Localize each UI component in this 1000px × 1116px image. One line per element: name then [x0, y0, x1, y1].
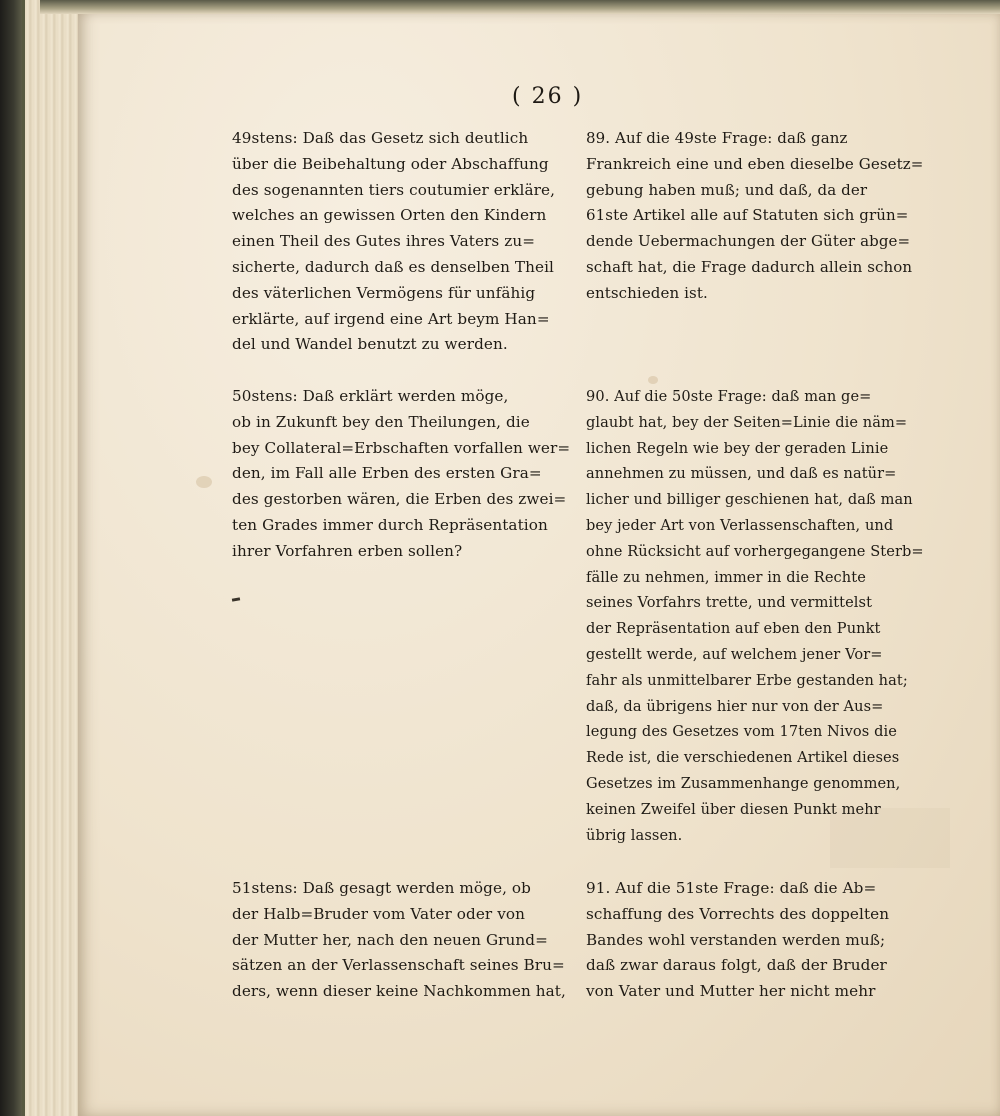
- text-line: glaubt hat, bey der Seiten=Linie die näm=: [586, 412, 908, 431]
- text-line: sätzen an der Verlassenschaft seines Bru=: [232, 956, 565, 975]
- text-line: annehmen zu müssen, und daß es natür=: [586, 464, 897, 483]
- text-line: ders, wenn dieser keine Nachkommen hat,: [232, 982, 566, 1001]
- text-line: der Halb=Bruder vom Vater oder von: [232, 904, 526, 923]
- text-line: Frankreich eine und eben dieselbe Gesetz=: [586, 154, 924, 173]
- answer-91: [586, 876, 889, 1005]
- text-line: von Vater und Mutter her nicht mehr: [586, 982, 876, 1001]
- text-line: einen Theil des Gutes ihres Vaters zu=: [232, 232, 536, 251]
- answer-89: [586, 126, 928, 307]
- page-stack-edge: [22, 0, 85, 1116]
- page-number: ( 26 ): [512, 84, 584, 109]
- text-line: über die Beibehaltung oder Abschaffung: [232, 154, 549, 173]
- text-line: den, im Fall alle Erben des ersten Gra=: [232, 464, 542, 483]
- text-line: lichen Regeln wie bey der geraden Linie: [586, 438, 889, 457]
- text-line: ten Grades immer durch Repräsentation: [232, 515, 548, 534]
- text-line: seines Vorfahrs trette, und vermittelst: [586, 593, 873, 612]
- text-line: entschieden ist.: [586, 283, 708, 302]
- text-line: licher und billiger geschienen hat, daß man: [586, 490, 913, 509]
- text-line: der Repräsentation auf eben den Punkt: [586, 619, 881, 638]
- text-line: Bandes wohl verstanden werden muß;: [586, 930, 886, 949]
- text-line: 91. Auf die 51ste Frage: daß die Ab=: [586, 879, 877, 897]
- text-line: 51stens: Daß gesagt werden möge, ob: [232, 879, 531, 897]
- text-line: des gestorben wären, die Erben des zwei=: [232, 490, 567, 509]
- text-line: des väterlichen Vermögens für unfähig: [232, 283, 536, 302]
- text-line: erklärte, auf irgend eine Art beym Han=: [232, 309, 550, 328]
- question-51: [232, 876, 566, 1005]
- text-line: ihrer Vorfahren erben sollen?: [232, 541, 463, 560]
- paper-stain: [196, 476, 212, 488]
- text-line: fahr als unmittelbarer Erbe gestanden hat;: [586, 670, 908, 689]
- text-line: 90. Auf die 50ste Frage: daß man ge=: [586, 387, 872, 405]
- answer-90: [586, 384, 939, 848]
- text-line: bey Collateral=Erbschaften vorfallen wer=: [232, 438, 571, 457]
- text-line: fälle zu nehmen, immer in die Rechte: [586, 567, 866, 586]
- text-line: sicherte, dadurch daß es denselben Theil: [232, 257, 555, 276]
- text-line: daß, da übrigens hier nur von der Aus=: [586, 696, 884, 715]
- text-line: daß zwar daraus folgt, daß der Bruder: [586, 956, 887, 975]
- text-line: keinen Zweifel über diesen Punkt mehr: [586, 799, 881, 818]
- text-line: bey jeder Art von Verlassenschaften, und: [586, 515, 894, 534]
- text-line: gebung haben muß; und daß, da der: [586, 180, 868, 199]
- text-line: gestellt werde, auf welchem jener Vor=: [586, 644, 883, 663]
- text-line: übrig lassen.: [586, 825, 683, 844]
- text-line: schaffung des Vorrechts des doppelten: [586, 904, 890, 923]
- text-line: del und Wandel benutzt zu werden.: [232, 335, 508, 354]
- text-line: 89. Auf die 49ste Frage: daß ganz: [586, 129, 848, 147]
- text-line: Rede ist, die verschiedenen Artikel dieses: [586, 748, 900, 767]
- text-line: schaft hat, die Frage dadurch allein schon: [586, 257, 913, 276]
- text-line: 49stens: Daß das Gesetz sich deutlich: [232, 129, 529, 147]
- text-line: der Mutter her, nach den neuen Grund=: [232, 930, 548, 949]
- text-line: 50stens: Daß erklärt werden möge,: [232, 387, 509, 405]
- text-line: dende Uebermachungen der Güter abge=: [586, 232, 911, 251]
- text-line: Gesetzes im Zusammenhange genommen,: [586, 773, 901, 792]
- text-line: ob in Zukunft bey den Theilungen, die: [232, 412, 530, 431]
- page-top-edge: [40, 0, 1000, 14]
- text-line: welches an gewissen Orten den Kindern: [232, 206, 547, 225]
- text-line: ohne Rücksicht auf vorhergegangene Sterb=: [586, 541, 924, 560]
- question-50: [232, 384, 570, 565]
- text-line: des sogenannten tiers coutumier erkläre,: [232, 180, 555, 199]
- text-line: legung des Gesetzes vom 17ten Nivos die: [586, 722, 897, 741]
- question-49: [232, 126, 555, 358]
- paper-stain: [648, 376, 658, 384]
- text-line: 61ste Artikel alle auf Statuten sich grün=: [586, 206, 909, 225]
